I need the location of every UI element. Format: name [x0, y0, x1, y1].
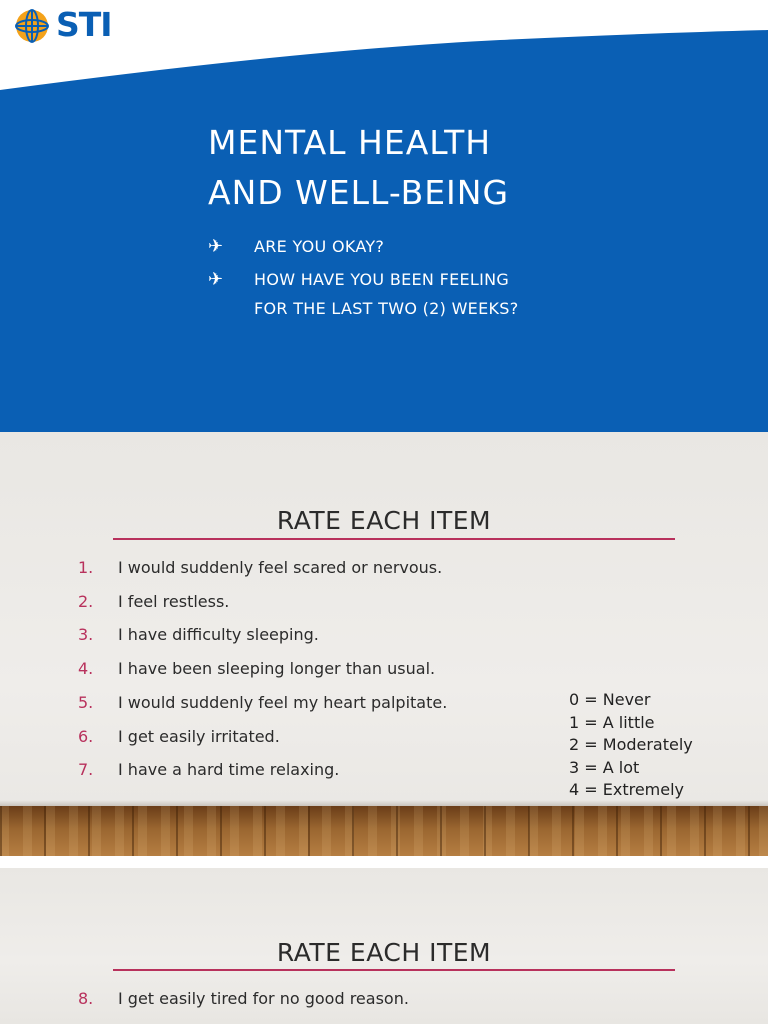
airplane-arrow-icon: ✈	[208, 236, 224, 257]
item-number: 3.	[78, 625, 94, 645]
item-text: I have a hard time relaxing.	[118, 760, 340, 780]
item-text: I would suddenly feel my heart palpitate.	[118, 692, 448, 712]
question-item	[208, 232, 519, 261]
rating-item	[78, 720, 447, 754]
scale-entry: 0 = Never	[569, 690, 651, 709]
item-number: 8.	[78, 989, 94, 1008]
rating-items-list	[78, 982, 409, 1016]
item-text: I have difficulty sleeping.	[118, 625, 319, 645]
question-list	[208, 232, 519, 327]
question-text: ARE YOU OKAY?	[254, 237, 385, 256]
item-number: 4.	[78, 659, 94, 679]
scale-entry: 1 = A little	[569, 712, 655, 732]
item-number: 6.	[78, 726, 94, 746]
scale-entry: 3 = A lot	[569, 757, 640, 777]
heading-underline	[113, 969, 675, 971]
item-number: 1.	[78, 558, 94, 577]
rating-item	[78, 618, 447, 652]
question-text: HOW HAVE YOU BEEN FEELING	[254, 270, 510, 289]
slide-heading: RATE EACH ITEM	[276, 506, 492, 535]
rating-item	[78, 753, 447, 787]
title-line-2: AND WELL-BEING	[208, 173, 510, 212]
wooden-floor	[0, 806, 768, 856]
slide-heading: RATE EACH ITEM	[276, 938, 492, 967]
item-text: I feel restless.	[118, 591, 230, 611]
logo-text: STI	[56, 5, 112, 44]
scale-entry: 4 = Extremely	[569, 780, 685, 799]
heading-underline	[113, 538, 675, 540]
item-text: I get easily irritated.	[118, 726, 280, 746]
slide-rate-items-1	[0, 432, 768, 856]
slide-rate-items-2	[0, 868, 768, 1024]
sti-logo	[12, 2, 132, 48]
scale-entry: 2 = Moderately	[569, 735, 693, 754]
question-text-cont: FOR THE LAST TWO (2) WEEKS?	[254, 299, 519, 318]
rating-items-list	[78, 551, 447, 787]
slide-title	[0, 0, 768, 432]
slide-gap	[0, 856, 768, 868]
slide-title-heading	[208, 118, 509, 218]
item-text: I would suddenly feel scared or nervous.	[118, 558, 443, 577]
rating-item	[78, 585, 447, 619]
item-number: 7.	[78, 760, 94, 780]
rating-item	[78, 652, 447, 686]
item-text: I get easily tired for no good reason.	[118, 989, 409, 1008]
rating-item	[78, 982, 409, 1016]
globe-icon	[12, 6, 52, 46]
airplane-arrow-icon: ✈	[208, 269, 224, 290]
rating-item	[78, 551, 447, 585]
rating-item	[78, 686, 447, 720]
item-number: 2.	[78, 591, 94, 611]
item-text: I have been sleeping longer than usual.	[118, 659, 436, 679]
item-number: 5.	[78, 692, 94, 712]
rating-scale-legend	[569, 689, 693, 802]
question-item	[208, 265, 519, 323]
title-line-1: MENTAL HEALTH	[208, 123, 492, 162]
